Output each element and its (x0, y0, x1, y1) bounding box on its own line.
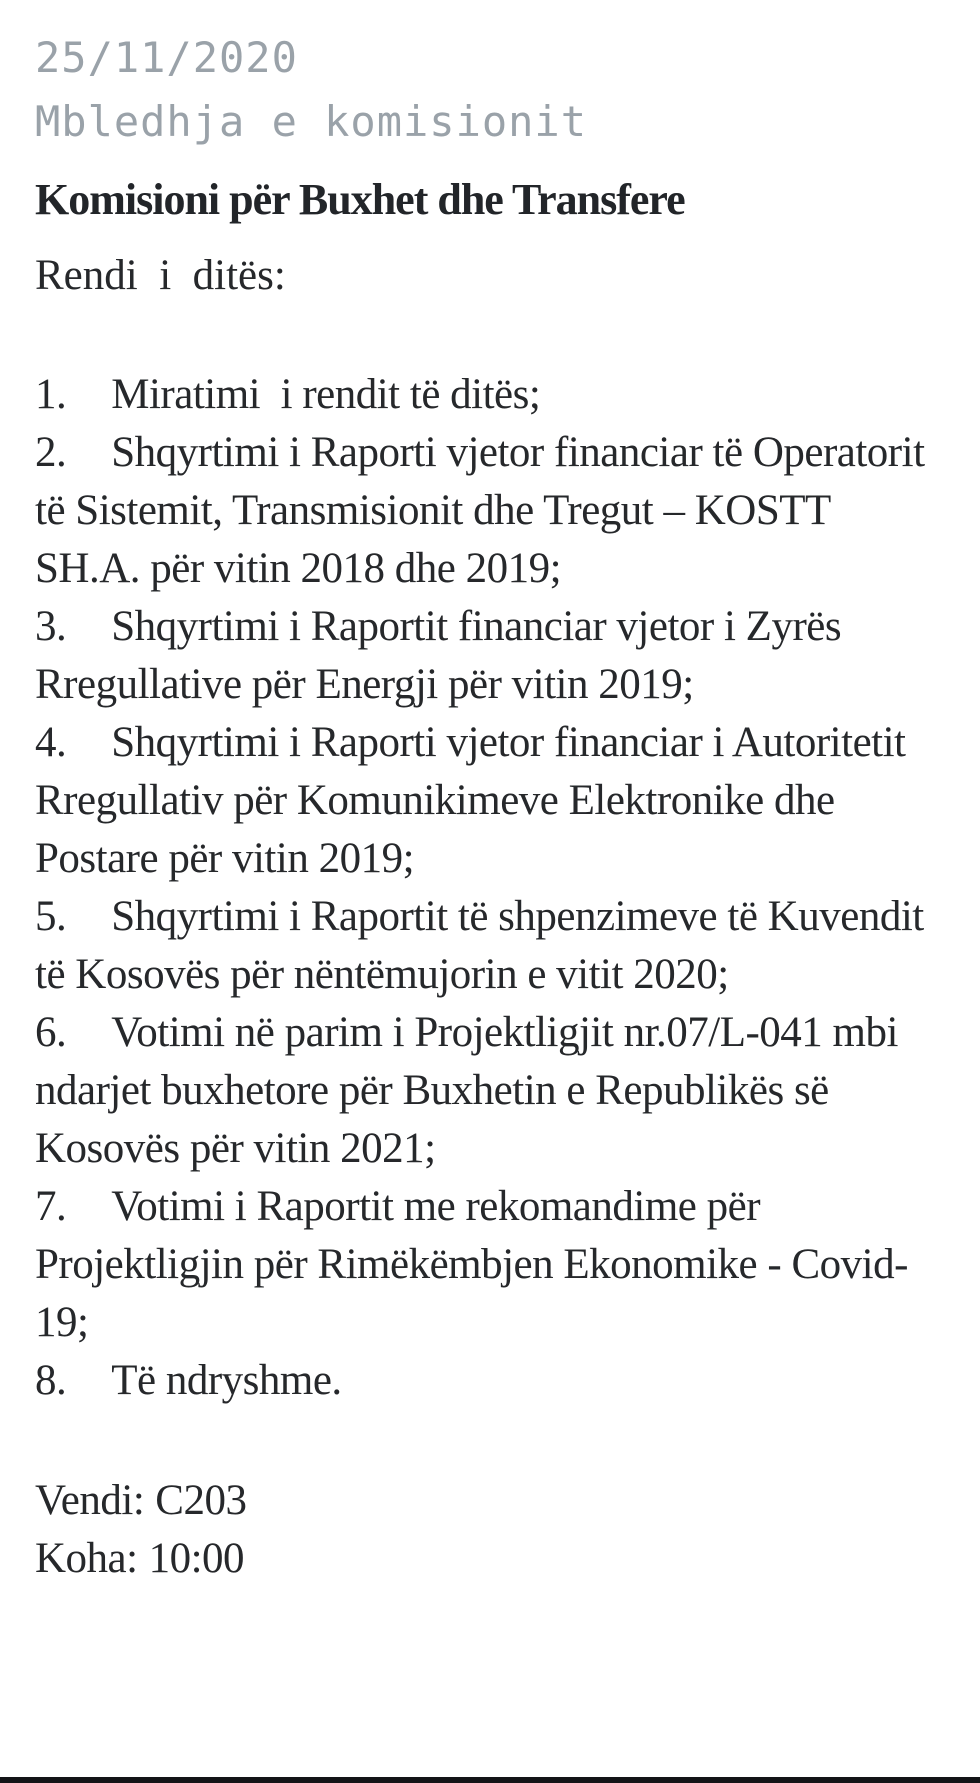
venue-label: Vendi: (35, 1477, 145, 1524)
agenda-item (35, 1178, 945, 1352)
agenda-item-number: 8. (35, 1357, 67, 1404)
agenda-item-text: Votimi i Raportit me rekomandime për Projektligjin për Rimëkëmbjen Ekonomike - Covid-19; (35, 1183, 908, 1346)
agenda-item-text: Shqyrtimi i Raportit të shpenzimeve të Kuvendit të Kosovës për nëntëmujorin e vitit 2020; (35, 893, 934, 998)
agenda-item (35, 598, 945, 714)
agenda-item-number: 5. (35, 893, 67, 940)
agenda-item-text: Shqyrtimi i Raporti vjetor financiar të Operatorit të Sistemit, Transmisionit dhe Tregut – KOSTT SH.A. për vitin 2018 dhe 2019; (35, 429, 935, 592)
agenda-item (35, 714, 945, 888)
agenda-heading: Rendi i ditës: (35, 252, 286, 299)
agenda-item-text: Shqyrtimi i Raportit financiar vjetor i Zyrës Rregullative për Energji për vitin 2019; (35, 603, 852, 708)
agenda-item-number: 7. (35, 1183, 67, 1230)
bottom-bar (0, 1777, 980, 1783)
time-value: 10:00 (148, 1535, 245, 1582)
agenda-item-number: 1. (35, 371, 67, 418)
committee-title: Komisioni për Buxhet dhe Transfere (35, 175, 685, 224)
agenda-item-number: 6. (35, 1009, 67, 1056)
agenda-item (35, 888, 945, 1004)
agenda-item (35, 366, 945, 424)
meeting-type-label: Mbledhja e komisionit (35, 97, 588, 146)
agenda-item-text: Votimi në parim i Projektligjit nr.07/L-041 mbi ndarjet buxhetore për Buxhetin e Republikës së Kosovës për vitin 2021; (35, 1009, 909, 1172)
venue-line (35, 1472, 945, 1530)
agenda-list (35, 366, 945, 1410)
time-line (35, 1530, 945, 1588)
agenda-item-text: Miratimi i rendit të ditës; (111, 371, 541, 418)
agenda-item-text: Të ndryshme. (111, 1357, 342, 1404)
agenda-item-number: 3. (35, 603, 67, 650)
agenda-item-number: 2. (35, 429, 67, 476)
agenda-item-text: Shqyrtimi i Raporti vjetor financiar i Autoritetit Rregullativ për Komunikimeve Elektronike dhe Postare për vitin 2019; (35, 719, 916, 882)
meeting-date: 25/11/2020 (35, 33, 298, 82)
agenda-item (35, 424, 945, 598)
time-label: Koha: (35, 1535, 138, 1582)
agenda-item (35, 1004, 945, 1178)
agenda-item (35, 1352, 945, 1410)
venue-value: C203 (155, 1477, 247, 1524)
agenda-item-number: 4. (35, 719, 67, 766)
